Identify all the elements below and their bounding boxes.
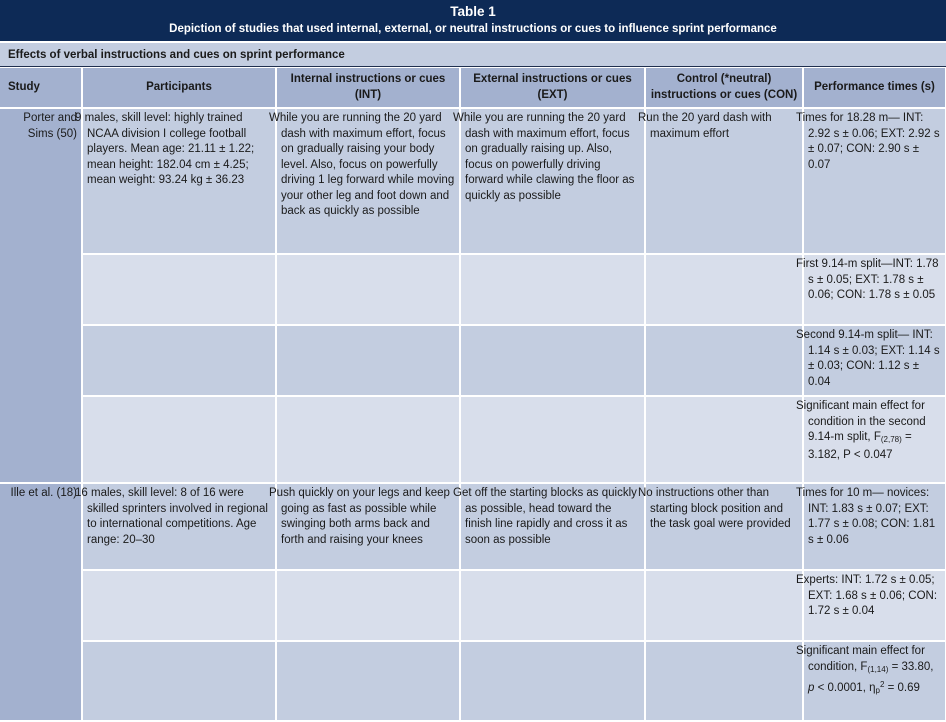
empty-cell	[645, 570, 803, 641]
header-control: Control (*neutral) instructions or cues (CON)	[645, 68, 803, 108]
performance-cell: Times for 18.28 m— INT: 2.92 s ± 0.06; EXT: 2.92 s ± 0.07; CON: 2.90 s ± 0.07	[803, 108, 946, 254]
studies-table	[0, 68, 946, 722]
empty-cell	[276, 396, 460, 483]
stat-text: Significant main effect for condition, F	[796, 645, 925, 673]
performance-cell	[796, 396, 946, 483]
empty-cell	[82, 570, 276, 641]
header-study: Study	[0, 68, 82, 108]
empty-cell	[460, 254, 645, 325]
performance-cell: Times for 10 m— novices: INT: 1.83 s ± 0.07; EXT: 1.77 s ± 0.08; CON: 1.81 s ± 0.06	[803, 483, 946, 570]
study-name: Porter and Sims (50)	[0, 108, 82, 483]
stat-subscript: (1,14)	[867, 664, 889, 674]
empty-cell	[82, 325, 276, 396]
stat-superscript: 2	[879, 680, 885, 689]
empty-cell	[460, 325, 645, 396]
stat-text: < 0.0001, η	[817, 682, 876, 694]
empty-cell	[276, 570, 460, 641]
stat-text: Significant main effect for condition in the second 9.14-m split, F	[796, 400, 926, 443]
table-row	[0, 483, 946, 570]
header-performance: Performance times (s)	[803, 68, 946, 108]
stat-text: = 3.182, P < 0.047	[808, 431, 912, 461]
empty-cell	[645, 641, 803, 721]
table-row	[0, 570, 946, 641]
external-cue-cell: While you are running the 20 yard dash with maximum effort, focus on gradually raising up. Also, focus on powerfully driving forward while clawing the floor as quickly as possible	[460, 108, 645, 254]
control-cue-cell: No instructions other than starting block position and the task goal were provided	[645, 483, 803, 570]
stat-text: = 0.69	[887, 682, 920, 694]
study-name: Ille et al. (18)	[0, 483, 82, 721]
table-row	[0, 108, 946, 254]
header-row	[0, 68, 946, 108]
participants-cell: 9 males, skill level: highly trained NCAA division I college football players. Mean age: 21.11 ± 1.22; mean height: 182.04 cm ± 4.25; mean weight: 93.24 kg ± 36.23	[82, 108, 276, 254]
empty-cell	[460, 570, 645, 641]
table-row	[0, 325, 946, 396]
stat-subscript: p	[875, 686, 880, 695]
table-caption: Depiction of studies that used internal, external, or neutral instructions or cues to influence sprint performance	[169, 23, 777, 35]
performance-cell: First 9.14-m split—INT: 1.78 s ± 0.05; EXT: 1.78 s ± 0.06; CON: 1.78 s ± 0.05	[803, 254, 946, 325]
empty-cell	[460, 641, 645, 721]
header-external: External instructions or cues (EXT)	[460, 68, 645, 108]
table-title-banner	[0, 0, 946, 41]
empty-cell	[82, 396, 276, 483]
performance-cell: Experts: INT: 1.72 s ± 0.05; EXT: 1.68 s ± 0.06; CON: 1.72 s ± 0.04	[803, 570, 946, 641]
header-participants: Participants	[82, 68, 276, 108]
empty-cell	[460, 396, 645, 483]
control-cue-cell: Run the 20 yard dash with maximum effort	[645, 108, 803, 254]
empty-cell	[276, 254, 460, 325]
stat-text: = 33.80,	[891, 660, 934, 673]
stat-subscript: (2,78)	[880, 435, 902, 444]
empty-cell	[645, 254, 803, 325]
performance-cell	[796, 641, 946, 721]
internal-cue-cell: While you are running the 20 yard dash with maximum effort, focus on gradually raising your body level. Also, focus on powerfully driving 1 leg forward while moving your other leg and foot down and back as quickly as possible	[276, 108, 460, 254]
section-heading: Effects of verbal instructions and cues on sprint performance	[0, 43, 946, 67]
internal-cue-cell: Push quickly on your legs and keep going as fast as possible while swinging both arms back and forth and raising your knees	[276, 483, 460, 570]
stat-italic: p	[808, 682, 815, 694]
table-row	[0, 641, 946, 721]
table-number: Table 1	[450, 4, 496, 19]
table-row	[0, 396, 946, 483]
table-row	[0, 254, 946, 325]
empty-cell	[276, 641, 460, 721]
empty-cell	[82, 254, 276, 325]
empty-cell	[645, 396, 803, 483]
header-internal: Internal instructions or cues (INT)	[276, 68, 460, 108]
empty-cell	[82, 641, 276, 721]
external-cue-cell: Get off the starting blocks as quickly as possible, head toward the finish line rapidly and cross it as soon as possible	[460, 483, 645, 570]
performance-cell: Second 9.14-m split— INT: 1.14 s ± 0.03; EXT: 1.14 s ± 0.03; CON: 1.12 s ± 0.04	[803, 325, 946, 396]
empty-cell	[645, 325, 803, 396]
empty-cell	[276, 325, 460, 396]
participants-cell: 16 males, skill level: 8 of 16 were skilled sprinters involved in regional to international competitions. Age range: 20–30	[82, 483, 276, 570]
